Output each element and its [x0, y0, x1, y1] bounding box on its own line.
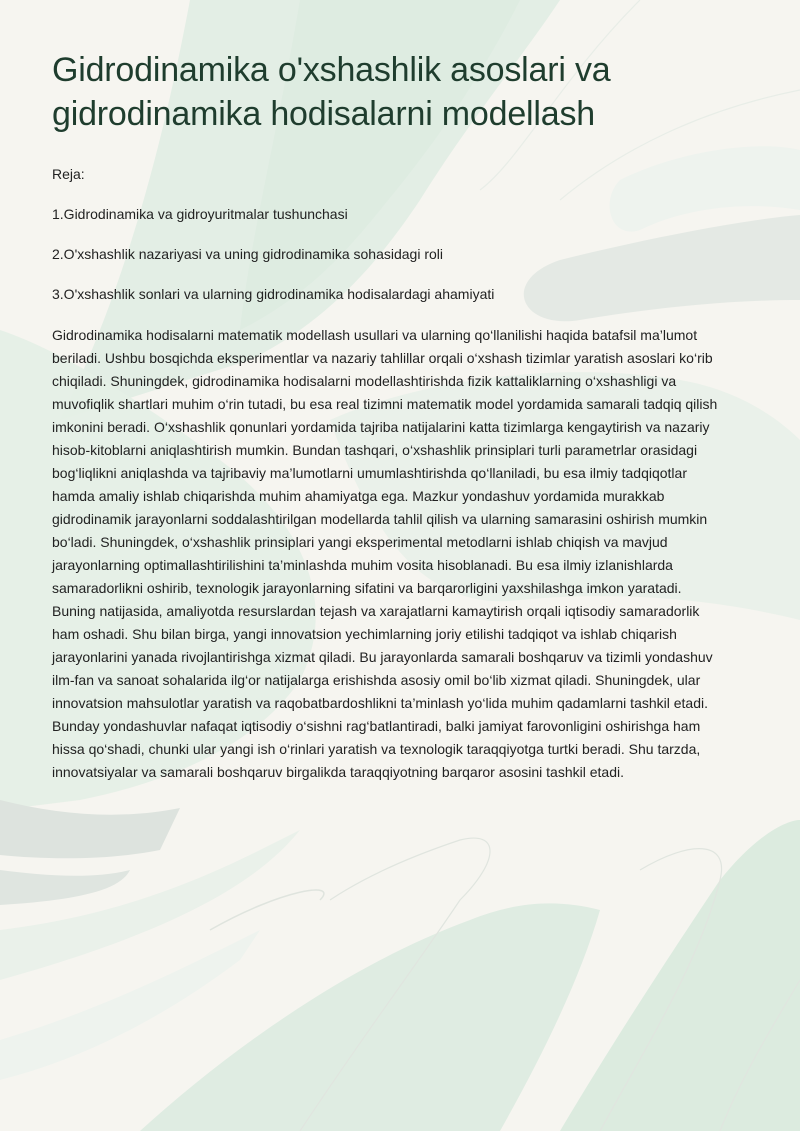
title-line-1: Gidrodinamika o'xshashlik asoslari va [52, 51, 611, 89]
body-line: Bunday yondashuvlar nafaqat iqtisodiy o‘sishni rag‘batlantiradi, balki jamiyat farovonligini oshirishga ham [52, 718, 701, 734]
body-line: bog‘liqlikni aniqlashda va tajribaviy ma’lumotlarni umumlashtirishda qo‘llaniladi, bu esa ilmiy tadqiqotlar [52, 465, 687, 481]
body-line: ham oshadi. Shu bilan birga, yangi innovatsion yechimlarning joriy etilishi tadqiqot va ishlab chiqarish [52, 626, 677, 642]
plan-item: 2.O'xshashlik nazariyasi va uning gidrodinamika sohasidagi roli [52, 246, 443, 262]
body-line: samaradorlikni oshirib, texnologik jarayonlarning sifatini va barqarorligini yaxshilashga imkon yaratadi. [52, 580, 682, 596]
body-line: bo‘ladi. Shuningdek, o‘xshashlik prinsiplari yangi eksperimental metodlarni ishlab chiqish va mavjud [52, 534, 668, 550]
body-line: hamda amaliy ishlab chiqarishda muhim ahamiyatga ega. Mazkur yondashuv yordamida murakkab [52, 488, 665, 504]
body-line: hissa qo‘shadi, chunki ular yangi ish o‘rinlari yaratish va texnologik taraqqiyotga turtki beradi. Shu tarzda, [52, 741, 701, 757]
body-line: jarayonlarning optimallashtirilishini ta’minlashda muhim vosita hisoblanadi. Bu esa ilmiy izlanishlarda [52, 557, 673, 573]
body-line: ilm-fan va sanoat sohalarida ilg‘or natijalarga erishishda asosiy omil bo‘lib xizmat qiladi. Shuningdek, ular [52, 672, 701, 688]
title-line-2: gidrodinamika hodisalarni modellash [52, 95, 595, 133]
body-line: Gidrodinamika hodisalarni matematik modellash usullari va ularning qo‘llanilishi haqida batafsil ma’lumot [52, 327, 698, 343]
plan-item: 3.O'xshashlik sonlari va ularning gidrodinamika hodisalardagi ahamiyati [52, 286, 495, 302]
body-line: muvofiqlik shartlari muhim o‘rin tutadi, bu esa real tizimni matematik model yordamida samarali tadqiq qilish [52, 396, 718, 412]
body-line: Buning natijasida, amaliyotda resurslardan tejash va xarajatlarni kamaytirish orqali iqtisodiy samaradorlik [52, 603, 700, 619]
plan-label: Reja: [52, 166, 85, 182]
body-line: beriladi. Ushbu bosqichda eksperimentlar va nazariy tahlillar orqali o‘xshash tizimlar yaratish asoslari ko‘rib [52, 350, 713, 366]
body-line: chiqiladi. Shuningdek, gidrodinamika hodisalarni modellashtirishda fizik kattaliklarning o‘xshashligi va [52, 373, 677, 389]
document-title [52, 0, 748, 136]
plan-list [52, 204, 748, 304]
plan-item: 1.Gidrodinamika va gidroyuritmalar tushunchasi [52, 206, 348, 222]
body-line: imkonini beradi. O‘xshashlik qonunlari yordamida tajriba natijalarini katta tizimlarga kengaytirish va nazariy [52, 419, 710, 435]
body-line: hisob-kitoblarni aniqlashtirish mumkin. Bundan tashqari, o‘xshashlik prinsiplari turli parametrlar orasidagi [52, 442, 698, 458]
body-line: innovatsion mahsulotlar yaratish va raqobatbardoshlikni ta’minlash yo‘lida muhim qadamlarni tashkil etadi. [52, 695, 709, 711]
body-line: gidrodinamik jarayonlarni soddalashtirilgan modellarda tahlil qilish va ularning samarasini oshirish mumkin [52, 511, 708, 527]
body-paragraph [52, 324, 752, 784]
body-line: jarayonlarini yanada rivojlantirishga xizmat qiladi. Bu jarayonlarda samarali boshqaruv va tizimli yondashuv [52, 649, 713, 665]
body-line: innovatsiyalar va samarali boshqaruv birgalikda taraqqiyotning barqaror asosini tashkil etadi. [52, 764, 624, 780]
